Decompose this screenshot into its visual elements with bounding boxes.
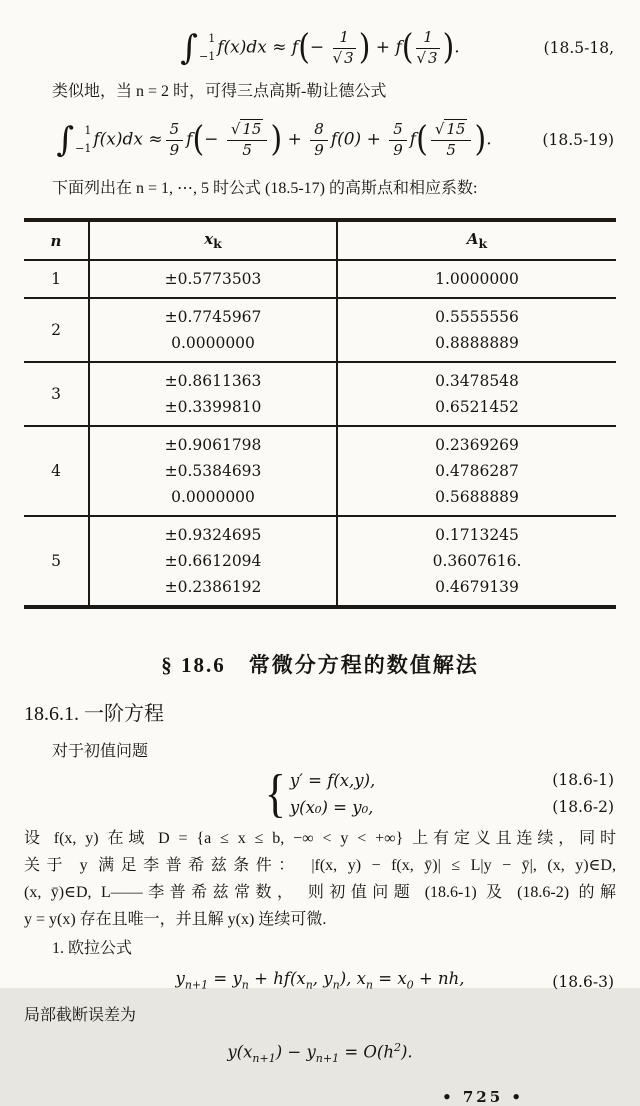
cell-A: 1.0000000 xyxy=(337,260,616,298)
cell-n: 1 xyxy=(24,260,89,298)
cell-n: 2 xyxy=(24,298,89,362)
page-number: • 725 • xyxy=(442,1088,524,1106)
cell-A: 0.5555556 0.8888889 xyxy=(337,298,616,362)
list-item: 1. 欧拉公式 xyxy=(52,940,133,957)
table-header-row xyxy=(24,220,616,260)
equation-tag: (18.6-3) xyxy=(552,973,614,992)
cell-x: ±0.7745967 0.0000000 xyxy=(89,298,337,362)
integral-sign: ∫ 1 −1 xyxy=(56,120,92,160)
equation-line: y(x₀) = y₀, xyxy=(289,798,374,817)
paragraph: 下面列出在 n = 1, ⋯, 5 时公式 (18.5-17) 的高斯点和相应系数: xyxy=(52,180,478,197)
cell-x: ±0.9324695 ±0.6612094 ±0.2386192 xyxy=(89,516,337,607)
equation-body xyxy=(264,764,376,823)
cell-A: 0.1713245 0.3607616. 0.4679139 xyxy=(432,526,522,596)
cell-x: ±0.5773503 xyxy=(89,260,337,298)
paragraph-line: 设 f(x, y) 在域 D = {a ≤ x ≤ b, −∞ < y < +∞} 上有定义且连续，同时 xyxy=(24,830,616,847)
equation-line: y′ = f(x,y), xyxy=(289,771,376,790)
paragraph-line: y = y(x) 存在且唯一，并且解 y(x) 连续可微. xyxy=(24,911,327,928)
equation-tag: (18.5-19) xyxy=(542,131,614,149)
cell-A: 0.2369269 0.4786287 0.5688889 xyxy=(337,426,616,516)
fraction: $\frac{√ 15}{5}$ xyxy=(227,121,268,159)
paragraph: 局部截断误差为 xyxy=(24,1007,137,1025)
equation-tag: (18.6-2) xyxy=(552,798,614,816)
table-row xyxy=(24,362,616,426)
paragraph-line: (x, ȳ)∈D, L——李普希兹常数， 则初值问题 (18.6-1) 及 (18.6-2) 的解 xyxy=(24,884,616,901)
fraction: $\frac{5}{9}$ xyxy=(166,121,184,159)
equation-18-5-19 xyxy=(24,111,616,169)
cell-x: ±0.9061798 ±0.5384693 0.0000000 xyxy=(89,426,337,516)
section-heading: § 18.6 常微分方程的数值解法 xyxy=(161,653,479,677)
equation-system-18-6-1-2 xyxy=(24,764,616,823)
fraction: $\frac{5}{9}$ xyxy=(389,121,407,159)
equation-tag: (18.5-18, xyxy=(543,39,614,57)
equation-body: ∫ 1 −1 f(x)dx ≈ f(− $\frac{1}{√ 3}$ ) + f( $\frac{1}{√ 3}$ ). xyxy=(180,27,460,68)
subsection-heading: 18.6.1. 一阶方程 xyxy=(24,703,164,725)
cell-x: ±0.8611363 ±0.3399810 xyxy=(89,362,337,426)
table-row xyxy=(24,426,616,516)
cell-n: 5 xyxy=(24,516,89,607)
cell-n: 3 xyxy=(24,362,89,426)
fraction: $\frac{8}{9}$ xyxy=(310,121,328,159)
paragraph-line: 关于 y 满足李普希兹条件： |f(x, y) − f(x, ȳ)| ≤ L|y − ȳ|, (x, y)∈D, xyxy=(24,857,616,874)
fraction: $\frac{√ 15}{5}$ xyxy=(431,121,472,159)
col-header-n: n xyxy=(24,220,89,260)
integral-sign: ∫ 1 −1 xyxy=(180,28,216,68)
equation-tag: (18.6-1) xyxy=(552,771,614,789)
table-row xyxy=(24,298,616,362)
paragraph: 对于初值问题 xyxy=(52,743,149,760)
cell-A: 0.3478548 0.6521452 xyxy=(337,362,616,426)
left-brace: { xyxy=(264,764,286,823)
equation-18-6-3: $y_{n+1} = y_n + hf(x_n$, $y_n$), $x_n = x_0$ + nh, (18.6-3) xyxy=(24,964,616,1000)
table-row xyxy=(24,260,616,298)
paragraph: 类似地，当 n = 2 时，可得三点高斯-勒让德公式 xyxy=(52,83,387,100)
fraction: $\frac{1}{√ 3}$ xyxy=(332,28,354,67)
table-row xyxy=(24,516,616,607)
equation-18-5-18 xyxy=(24,22,616,74)
equation-body: ∫ 1 −1 f(x)dx ≈ $\frac{5}{9}$ f(− $\frac{√ 15}{5}$ ) + $\frac{8}{9}$ f(0) + $\frac{5}{9}$ f( $\frac{√ 15}{5}$ ). xyxy=(56,119,492,160)
col-header-Ak: $A_k$ xyxy=(337,220,616,260)
cell-n: 4 xyxy=(24,426,89,516)
gauss-points-table xyxy=(24,218,616,609)
equation-truncation-error: $y(x_{n+1}) - y_{n+1} = O(h^2)$. xyxy=(227,1041,413,1066)
fraction: $\frac{1}{√ 3}$ xyxy=(416,28,438,67)
col-header-xk: $x_k$ xyxy=(89,220,337,260)
